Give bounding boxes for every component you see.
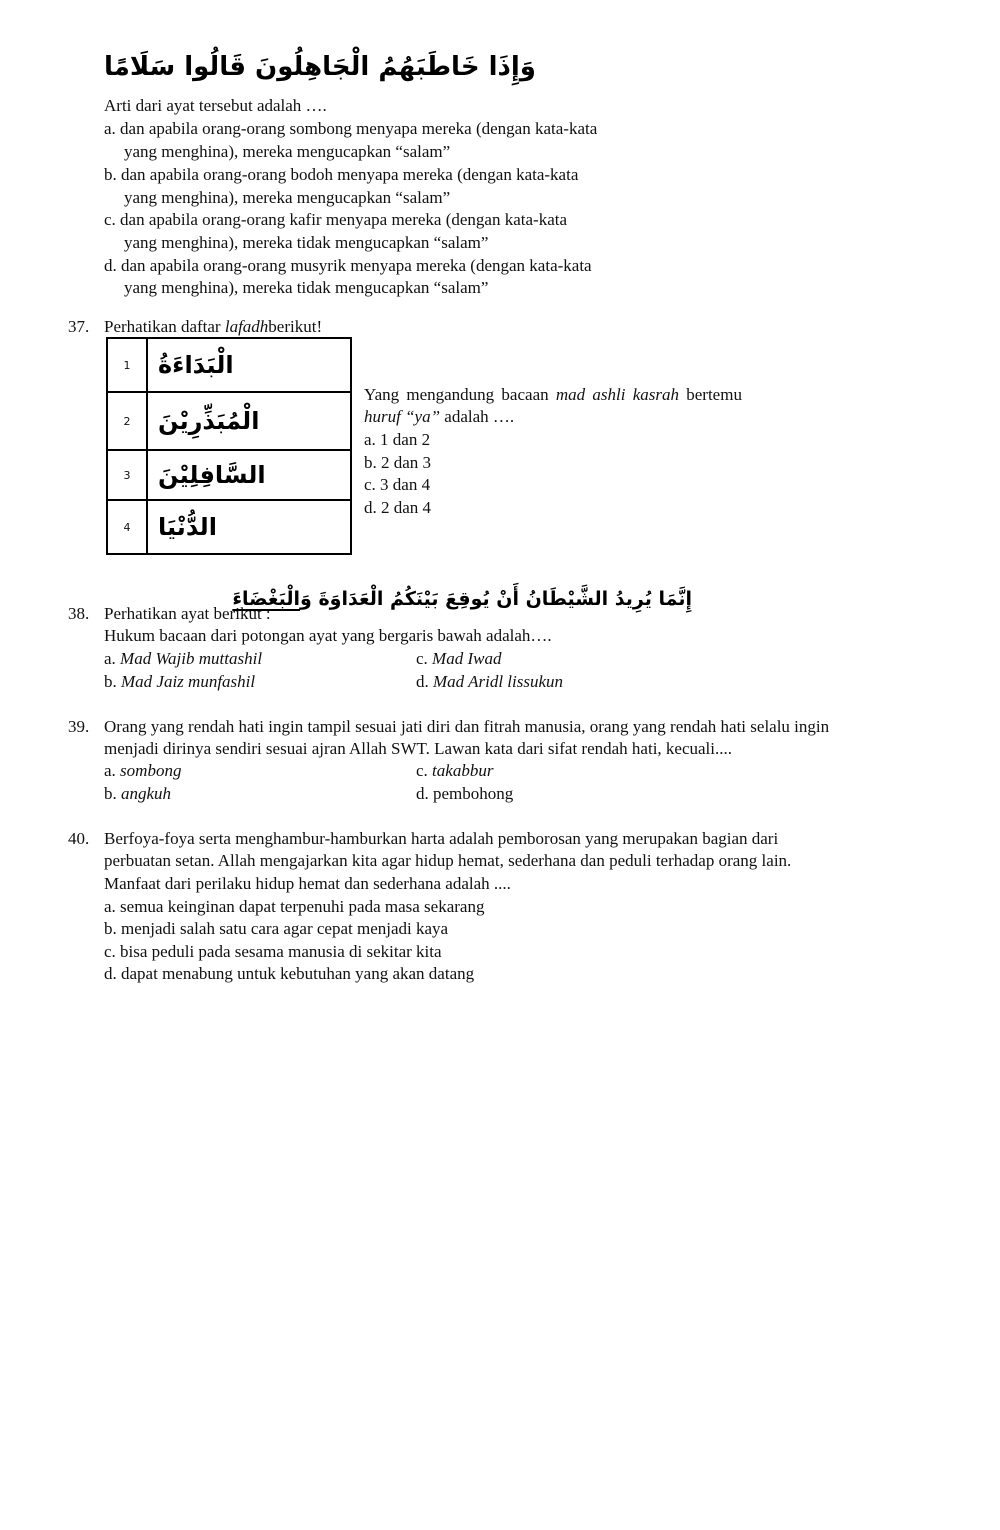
- table-word: الْبَدَاءَةُ: [147, 338, 351, 392]
- q40-line1: Berfoya-foya serta menghambur-hamburkan harta adalah pemborosan yang merupakan bagian dari: [104, 829, 779, 848]
- q36-arabic-verse: وَإِذَا خَاطَبَهُمُ الْجَاهِلُونَ قَالُوا سَلَامًا: [104, 52, 536, 82]
- q36-option-d-line2: yang menghina), mereka tidak mengucapkan “salam”: [124, 278, 489, 297]
- q39-option-d: d. pembohong: [416, 784, 514, 803]
- q40-option-d: d. dapat menabung untuk kebutuhan yang akan datang: [104, 964, 475, 983]
- q38-prompt: Perhatikan ayat berikut :: [104, 604, 271, 623]
- table-num: 3: [107, 450, 147, 500]
- q38-question: Hukum bacaan dari potongan ayat yang bergaris bawah adalah….: [104, 626, 552, 645]
- q37-option-a: a. 1 dan 2: [364, 430, 431, 449]
- q37-option-c: c. 3 dan 4: [364, 475, 431, 494]
- q36-option-c-line1: c. dan apabila orang-orang kafir menyapa mereka (dengan kata-kata: [104, 210, 568, 229]
- q36-prompt: Arti dari ayat tersebut adalah ….: [104, 96, 327, 115]
- q38-underlined-word: الْبَغْضَاءَ: [232, 588, 301, 610]
- table-row: [107, 500, 351, 554]
- q37-lafadh-table: [106, 337, 352, 555]
- q36-option-b-line2: yang menghina), mereka mengucapkan “salam”: [124, 188, 451, 207]
- q38-arabic-verse: إِنَّمَا يُرِيدُ الشَّيْطَانُ أَنْ يُوقِعَ بَيْنَكُمُ الْعَدَاوَةَ وَالْبَغْضَاءَ: [232, 588, 692, 610]
- q40-option-c: c. bisa peduli pada sesama manusia di sekitar kita: [104, 942, 442, 961]
- q39-option-a: a. sombong: [104, 761, 182, 780]
- q40-option-b: b. menjadi salah satu cara agar cepat menjadi kaya: [104, 919, 449, 938]
- q37-question-line2: huruf “ya” adalah ….: [364, 407, 515, 426]
- q36-option-b-line1: b. dan apabila orang-orang bodoh menyapa mereka (dengan kata-kata: [104, 165, 579, 184]
- table-row: [107, 392, 351, 450]
- q39-number: 39.: [68, 717, 90, 736]
- q38-number: 38.: [68, 604, 90, 623]
- q40-option-a: a. semua keinginan dapat terpenuhi pada masa sekarang: [104, 897, 485, 916]
- q37-question-line1: Yang mengandung bacaan mad ashli kasrah bertemu: [364, 385, 742, 404]
- q39-line2: menjadi dirinya sendiri sesuai ajran Allah SWT. Lawan kata dari sifat rendah hati, kecuali....: [104, 739, 732, 758]
- q38-option-b: b. Mad Jaiz munfashil: [104, 672, 256, 691]
- q37-prompt: Perhatikan daftar lafadhberikut!: [104, 317, 323, 336]
- q37-number: 37.: [68, 317, 90, 336]
- table-row: [107, 450, 351, 500]
- table-word: السَّافِلِيْنَ: [147, 450, 351, 500]
- q36-option-a-line2: yang menghina), mereka mengucapkan “salam”: [124, 142, 451, 161]
- table-word: الْمُبَذِّرِيْنَ: [147, 392, 351, 450]
- q38-option-a: a. Mad Wajib muttashil: [104, 649, 263, 668]
- q36-option-d-line1: d. dan apabila orang-orang musyrik menyapa mereka (dengan kata-kata: [104, 256, 592, 275]
- q36-option-c-line2: yang menghina), mereka tidak mengucapkan “salam”: [124, 233, 489, 252]
- table-row: [107, 338, 351, 392]
- table-word: الدُّنْيَا: [147, 500, 351, 554]
- q40-line2: perbuatan setan. Allah mengajarkan kita agar hidup hemat, sederhana dan peduli terhadap orang lain.: [104, 851, 792, 870]
- q36-option-a-line1: a. dan apabila orang-orang sombong menyapa mereka (dengan kata-kata: [104, 119, 598, 138]
- q37-option-d: d. 2 dan 4: [364, 498, 432, 517]
- q39-line1: Orang yang rendah hati ingin tampil sesuai jati diri dan fitrah manusia, orang yang rendah hati selalu ingin: [104, 717, 830, 736]
- table-num: 2: [107, 392, 147, 450]
- q39-option-c: c. takabbur: [416, 761, 494, 780]
- table-num: 4: [107, 500, 147, 554]
- q38-option-c: c. Mad Iwad: [416, 649, 502, 668]
- q38-option-d: d. Mad Aridl lissukun: [416, 672, 564, 691]
- q40-line3: Manfaat dari perilaku hidup hemat dan sederhana adalah ....: [104, 874, 511, 893]
- q39-option-b: b. angkuh: [104, 784, 172, 803]
- q37-option-b: b. 2 dan 3: [364, 453, 432, 472]
- table-num: 1: [107, 338, 147, 392]
- q40-number: 40.: [68, 829, 90, 848]
